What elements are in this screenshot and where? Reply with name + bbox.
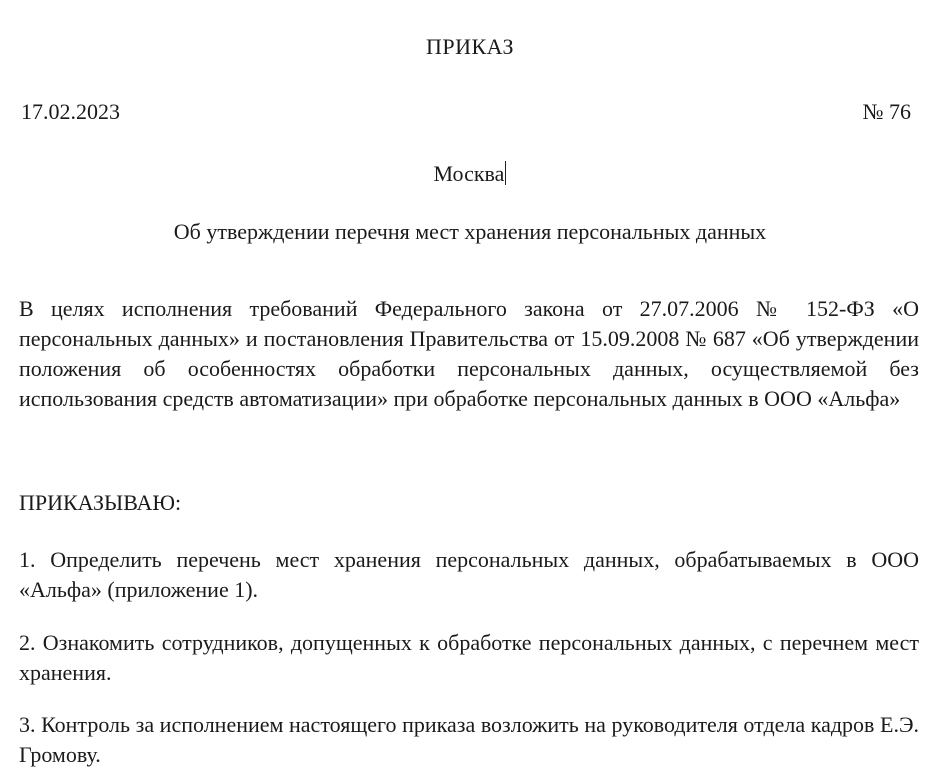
text-cursor <box>505 161 506 185</box>
document-number: № 76 <box>862 99 911 124</box>
document-title: ПРИКАЗ <box>425 34 515 59</box>
date-number-row <box>21 99 911 125</box>
order-word: ПРИКАЗЫВАЮ: <box>19 490 182 515</box>
document-date: 17.02.2023 <box>21 99 120 124</box>
document-subject: Об утверждении перечня мест хранения персональных данных <box>173 219 767 244</box>
order-item: 3. Контроль за исполнением настоящего приказа возложить на руководителя отдела кадров Е.Э. Громову. <box>19 712 919 767</box>
document-preamble: В целях исполнения требований Федерального закона от 27.07.2006 № 152-ФЗ «О персональных данных» и постановления Правительства от 15.09.2008 № 687 «Об утверждении положения об особенностях обработки персональных данных, осуществляемой без использования средств автоматизации» при обработке персональных данных в ООО «Альфа» <box>19 296 919 411</box>
order-item: 1. Определить перечень мест хранения персональных данных, обрабатываемых в ООО «Альфа» (приложение 1). <box>19 547 919 602</box>
document-city: Москва <box>433 161 505 186</box>
order-item: 2. Ознакомить сотрудников, допущенных к обработке персональных данных, с перечнем мест хранения. <box>19 630 919 685</box>
document-city-line <box>0 161 940 187</box>
